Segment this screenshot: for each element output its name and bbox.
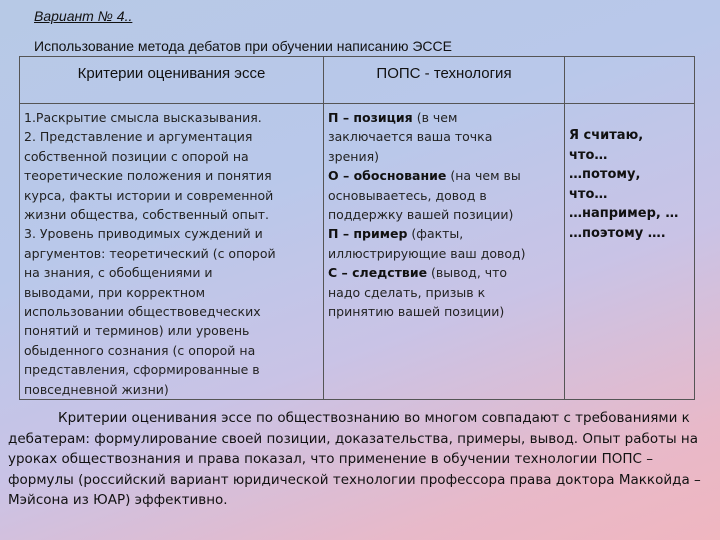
phrase: Я считаю, xyxy=(569,128,644,143)
phrase: что… xyxy=(569,147,608,163)
conclusion-text: Критерии оценивания эссе по обществознанию во многом совпадают с требованиями к дебатерам: формулирование своей позиции, доказательства, примеры, вывод. Опыт работы на уроках обществознания и права показал, что применение в обучении технологии ПОПС – формулы (российский вариант юридической технологии профессора права доктора Маккойда – Мэйсона из ЮАР) эффективно. xyxy=(8,410,701,508)
pops-term: О – обоснование xyxy=(328,168,447,184)
phrases-cell xyxy=(565,104,695,400)
header-phrases xyxy=(565,57,695,104)
pops-term: П – пример xyxy=(328,226,408,242)
table-header-row xyxy=(20,57,695,104)
criteria-cell xyxy=(20,104,324,400)
phrase: что… xyxy=(569,186,608,202)
phrases-list xyxy=(565,104,694,243)
pops-term: С – следствие xyxy=(328,265,428,281)
slide-heading: Использование метода дебатов при обучении написанию ЭССЕ xyxy=(34,38,452,54)
header-pops: ПОПС - технология xyxy=(324,57,565,104)
pops-desc: (на чем вы основываетесь, довод в поддержку вашей позиции) xyxy=(328,168,521,223)
phrase: …потому, xyxy=(569,167,641,182)
conclusion-paragraph xyxy=(8,408,712,511)
pops-desc: (в чем заключается ваша точка зрения) xyxy=(328,110,493,164)
pops-term: П – позиция xyxy=(328,110,413,125)
criteria-text: 1.Раскрытие смысла высказывания. 2. Представление и аргументация собственной позиции с опорой на теоретические положения и понятия курса, факты истории и современной жизни общества, собственный опыт. 3. Уровень приводимых суждений и аргументов: теоретический (с опорой на знания, с обобщениями и выводами, при корректном использовании обществоведческих понятий и терминов) или уровень обыденного сознания (с опорой на представления, сформированные в повседневной жизни) xyxy=(24,110,276,397)
pops-desc: (факты, иллюстрирующие ваш довод) xyxy=(328,226,526,261)
table-row xyxy=(20,104,695,400)
phrase: …поэтому …. xyxy=(569,225,666,241)
pops-desc: (вывод, что надо сделать, призыв к принятию вашей позиции) xyxy=(328,265,508,320)
phrase: …например, … xyxy=(569,206,679,221)
variant-title: Вариант № 4.. xyxy=(34,8,133,24)
criteria-table xyxy=(19,56,695,400)
header-criteria: Критерии оценивания эссе xyxy=(20,57,324,104)
pops-cell xyxy=(324,104,565,400)
pops-text xyxy=(324,104,564,321)
